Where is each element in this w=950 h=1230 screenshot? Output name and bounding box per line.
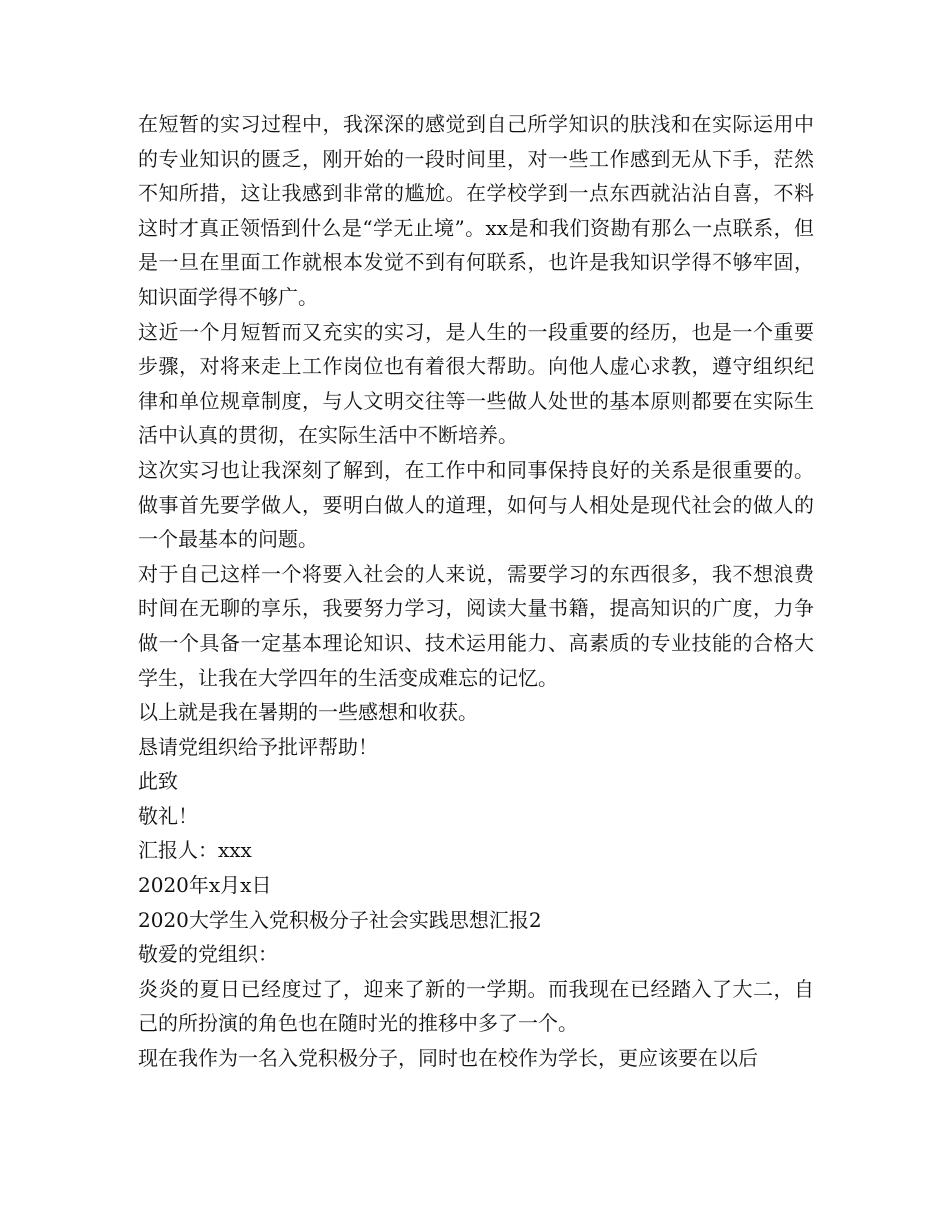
paragraph-role: 现在我作为一名入党积极分子，同时也在校作为学长，更应该要在以后 — [138, 1046, 758, 1071]
paragraph-internship-value: 这近一个月短暂而又充实的实习，是人生的一段重要的经历，也是一个重要步骤，对将来走上工作岗位也有着很大帮助。向他人虚心求教，遵守组织纪律和单位规章制度，与人文明交往等一些做人处世的基本原则都要在实际生活中认真的贯彻，在实际生活中不断培养。 — [138, 319, 814, 448]
closing-regards: 敬礼！ — [138, 803, 198, 828]
paragraph-study-goals: 对于自己这样一个将要入社会的人来说，需要学习的东西很多，我不想浪费时间在无聊的享乐，我要努力学习，阅读大量书籍，提高知识的广度，力争做一个具备一定基本理论知识、技术运用能力、高素质的专业技能的合格大学生，让我在大学四年的生活变成难忘的记忆。 — [138, 561, 814, 690]
reporter-signature: 汇报人：xxx — [138, 838, 252, 863]
paragraph-summary: 以上就是我在暑期的一些感想和收获。 — [138, 700, 478, 725]
paragraph-new-semester: 炎炎的夏日已经度过了，迎来了新的一学期。而我现在已经踏入了大二，自己的所扮演的角色也在随时光的推移中多了一个。 — [138, 976, 814, 1036]
document-body — [138, 107, 814, 1076]
paragraph-colleague-relations: 这次实习也让我深刻了解到，在工作中和同事保持良好的关系是很重要的。做事首先要学做人，要明白做人的道理，如何与人相处是现代社会的做人的一个最基本的问题。 — [138, 457, 814, 552]
section-title: 2020大学生入党积极分子社会实践思想汇报2 — [138, 907, 542, 932]
greeting: 敬爱的党组织： — [138, 942, 278, 967]
closing-salutation: 此致 — [138, 769, 178, 794]
paragraph-internship-reflection: 在短暂的实习过程中，我深深的感觉到自己所学知识的肤浅和在实际运用中的专业知识的匮乏，刚开始的一段时间里，对一些工作感到无从下手，茫然不知所措，这让我感到非常的尴尬。在学校学到一点东西就沾沾自喜，不料这时才真正领悟到什么是“学无止境”。xx是和我们资勘有那么一点联系，但是一旦在里面工作就根本发觉不到有何联系，也许是我知识学得不够牢固，知识面学得不够广。 — [138, 112, 814, 309]
paragraph-request: 恳请党组织给予批评帮助！ — [138, 734, 378, 759]
report-date: 2020年x月x日 — [138, 873, 272, 898]
